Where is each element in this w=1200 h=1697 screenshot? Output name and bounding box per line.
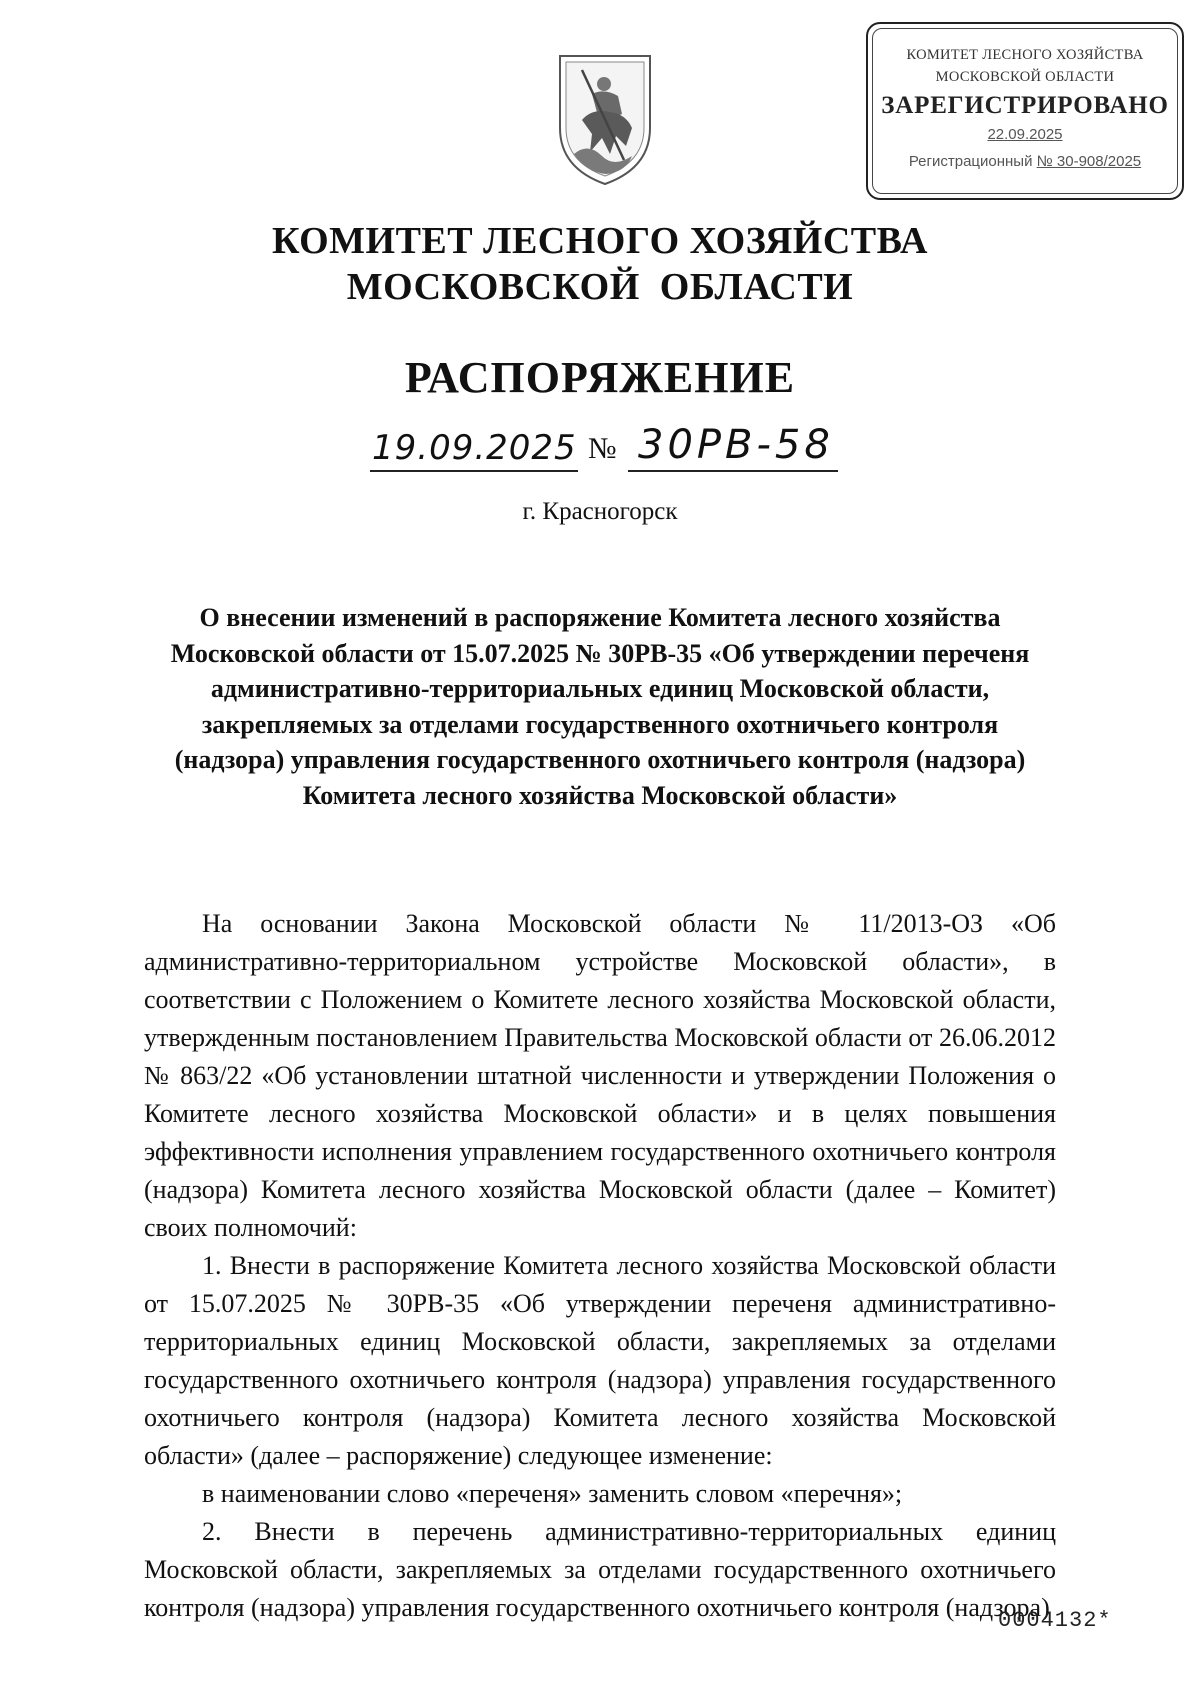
org-title-line1: КОМИТЕТ ЛЕСНОГО ХОЗЯЙСТВА	[272, 220, 928, 262]
date-underline	[370, 470, 578, 472]
subject-line: административно-территориальных единиц Московской области,	[210, 674, 990, 703]
body-preamble: На основании Закона Московской области № 11/2013-ОЗ «Об административно-территориальном устройстве Московской области», в соответствии с Положением о Комитете лесного хозяйства Московской области, утвержденным постановлением Правительства Московской области от 26.06.2012 № 863/22 «Об установлении штатной численности и утверждении Положения о Комитете лесного хозяйства Московской области» и в целях повышения эффективности исполнения управлением государственного охотничьего контроля (надзора) Комитета лесного хозяйства Московской области (далее – Комитет) своих полномочий:	[144, 909, 1056, 1242]
footer-document-code: 0004132*	[998, 1608, 1112, 1633]
coat-of-arms-icon	[552, 50, 658, 188]
org-title	[0, 218, 1200, 310]
body-item-2: 2. Внести в перечень административно-территориальных единиц Московской области, закрепляемых за отделами государственного охотничьего контроля (надзора) управления государственного охотничьего контроля (надзора)	[144, 1517, 1056, 1622]
subject-line: закрепляемых за отделами государственного охотничьего контроля	[201, 709, 999, 739]
document-type: РАСПОРЯЖЕНИЕ	[404, 353, 796, 402]
stamp-date: 22.09.2025	[987, 126, 1063, 143]
number-sign: №	[588, 432, 617, 465]
number-underline	[628, 470, 838, 472]
stamp-org-line2: МОСКОВСКОЙ ОБЛАСТИ	[935, 69, 1115, 85]
stamp-reg-label: Регистрационный	[908, 153, 1033, 170]
stamp-org-line1: КОМИТЕТ ЛЕСНОГО ХОЗЯЙСТВА	[906, 47, 1144, 63]
body-item-1: 1. Внести в распоряжение Комитета лесного хозяйства Московской области от 15.07.2025 № 30РВ-35 «Об утверждении переченя административно-территориальных единиц Московской области, закрепляемых за отделами государственного охотничьего контроля (надзора) управления государственного охотничьего контроля (надзора) Комитета лесного хозяйства Московской области» (далее – распоряжение) следующее изменение:	[144, 1251, 1056, 1470]
subject-line: Московской области от 15.07.2025 № 30РВ-35 «Об утверждении переченя	[170, 638, 1030, 668]
org-title-line2: МОСКОВСКОЙ ОБЛАСТИ	[346, 266, 854, 308]
handwritten-date: 19.09.2025	[372, 428, 577, 468]
subject-line: Комитета лесного хозяйства Московской области»	[302, 780, 898, 810]
handwritten-number: 30РВ-58	[638, 422, 834, 468]
document-subject	[150, 600, 1050, 813]
city: г. Красногорск	[522, 498, 678, 525]
date-number-line	[370, 422, 840, 478]
registration-stamp	[866, 22, 1184, 200]
stamp-inner-border	[872, 28, 1178, 194]
subject-line: О внесении изменений в распоряжение Комитета лесного хозяйства	[199, 603, 1001, 632]
stamp-reg-value: № 30-908/2025	[1036, 153, 1142, 170]
body-item-1-detail: в наименовании слово «переченя» заменить словом «перечня»;	[202, 1479, 903, 1508]
document-body	[144, 905, 1056, 1627]
stamp-status: ЗАРЕГИСТРИРОВАНО	[881, 92, 1169, 119]
subject-line: (надзора) управления государственного охотничьего контроля (надзора)	[174, 745, 1026, 774]
